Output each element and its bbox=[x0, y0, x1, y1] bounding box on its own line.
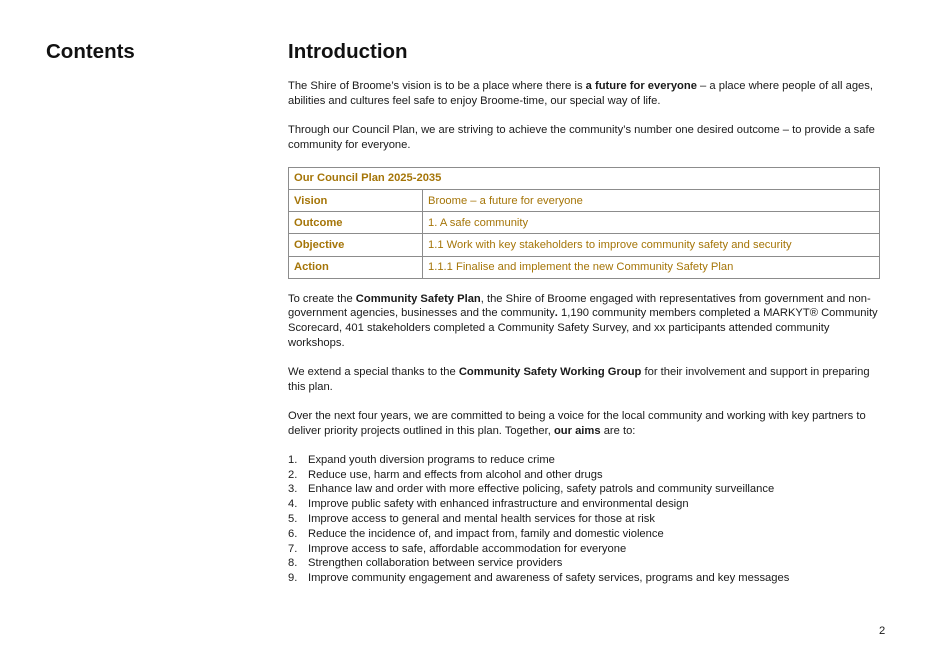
table-header-cell: Our Council Plan 2025-2035 bbox=[289, 167, 880, 189]
list-item: 1. Expand youth diversion programs to reduce crime bbox=[288, 453, 555, 466]
list-item: 6. Reduce the incidence of, and impact from, family and domestic violence bbox=[288, 527, 664, 540]
table-row-value: 1. A safe community bbox=[423, 212, 880, 234]
table-row-value: Broome – a future for everyone bbox=[423, 190, 880, 212]
list-item: 8. Strengthen collaboration between service providers bbox=[288, 557, 563, 570]
intro-paragraph-engagement: To create the Community Safety Plan, the Shire of Broome engaged with representatives from government and non-government agencies, businesses and the community. 1,190 community members completed a MARKYT® Community Scorecard, 401 stakeholders completed a Community Safety Survey, and xx participants attended community workshops. bbox=[288, 292, 878, 349]
list-item: 2. Reduce use, harm and effects from alcohol and other drugs bbox=[288, 468, 603, 481]
table-row-label: Vision bbox=[289, 190, 423, 212]
page-title: Introduction bbox=[288, 40, 408, 63]
table-header-row bbox=[289, 167, 880, 189]
list-item: 7. Improve access to safe, affordable accommodation for everyone bbox=[288, 542, 627, 555]
page-number: 2 bbox=[879, 625, 886, 637]
table-row bbox=[289, 234, 880, 256]
list-item: 3. Enhance law and order with more effective policing, safety patrols and community surveillance bbox=[288, 483, 775, 496]
intro-paragraph-council-plan: Through our Council Plan, we are striving to achieve the community’s number one desired outcome – to provide a safe community for everyone. bbox=[288, 123, 875, 151]
main-content bbox=[288, 40, 880, 586]
table-row bbox=[289, 256, 880, 278]
table-row bbox=[289, 212, 880, 234]
intro-paragraph-vision: The Shire of Broome’s vision is to be a place where there is a future for everyone – a place where people of all ages, abilities and cultures feel safe to enjoy Broome-time, our special way of life. bbox=[288, 80, 873, 107]
intro-paragraph-thanks: We extend a special thanks to the Community Safety Working Group for their involvement and support in preparing this plan. bbox=[288, 366, 870, 393]
table-row-label: Action bbox=[289, 256, 423, 278]
table-row bbox=[289, 190, 880, 212]
council-plan-table bbox=[288, 167, 880, 279]
intro-paragraph-aims-lead: Over the next four years, we are committed to being a voice for the local community and working with key partners to deliver priority projects outlined in this plan. Together, our aims are to: bbox=[288, 409, 866, 437]
table-row-value: 1.1 Work with key stakeholders to improve community safety and security bbox=[423, 234, 880, 256]
list-item: 9. Improve community engagement and awareness of safety services, programs and key messages bbox=[288, 572, 790, 585]
table-row-value: 1.1.1 Finalise and implement the new Community Safety Plan bbox=[423, 256, 880, 278]
table-row-label: Outcome bbox=[289, 212, 423, 234]
aims-list bbox=[288, 453, 880, 586]
contents-heading: Contents bbox=[46, 40, 135, 63]
list-item: 5. Improve access to general and mental health services for those at risk bbox=[288, 513, 655, 526]
table-row-label: Objective bbox=[289, 234, 423, 256]
list-item: 4. Improve public safety with enhanced infrastructure and environmental design bbox=[288, 498, 689, 511]
